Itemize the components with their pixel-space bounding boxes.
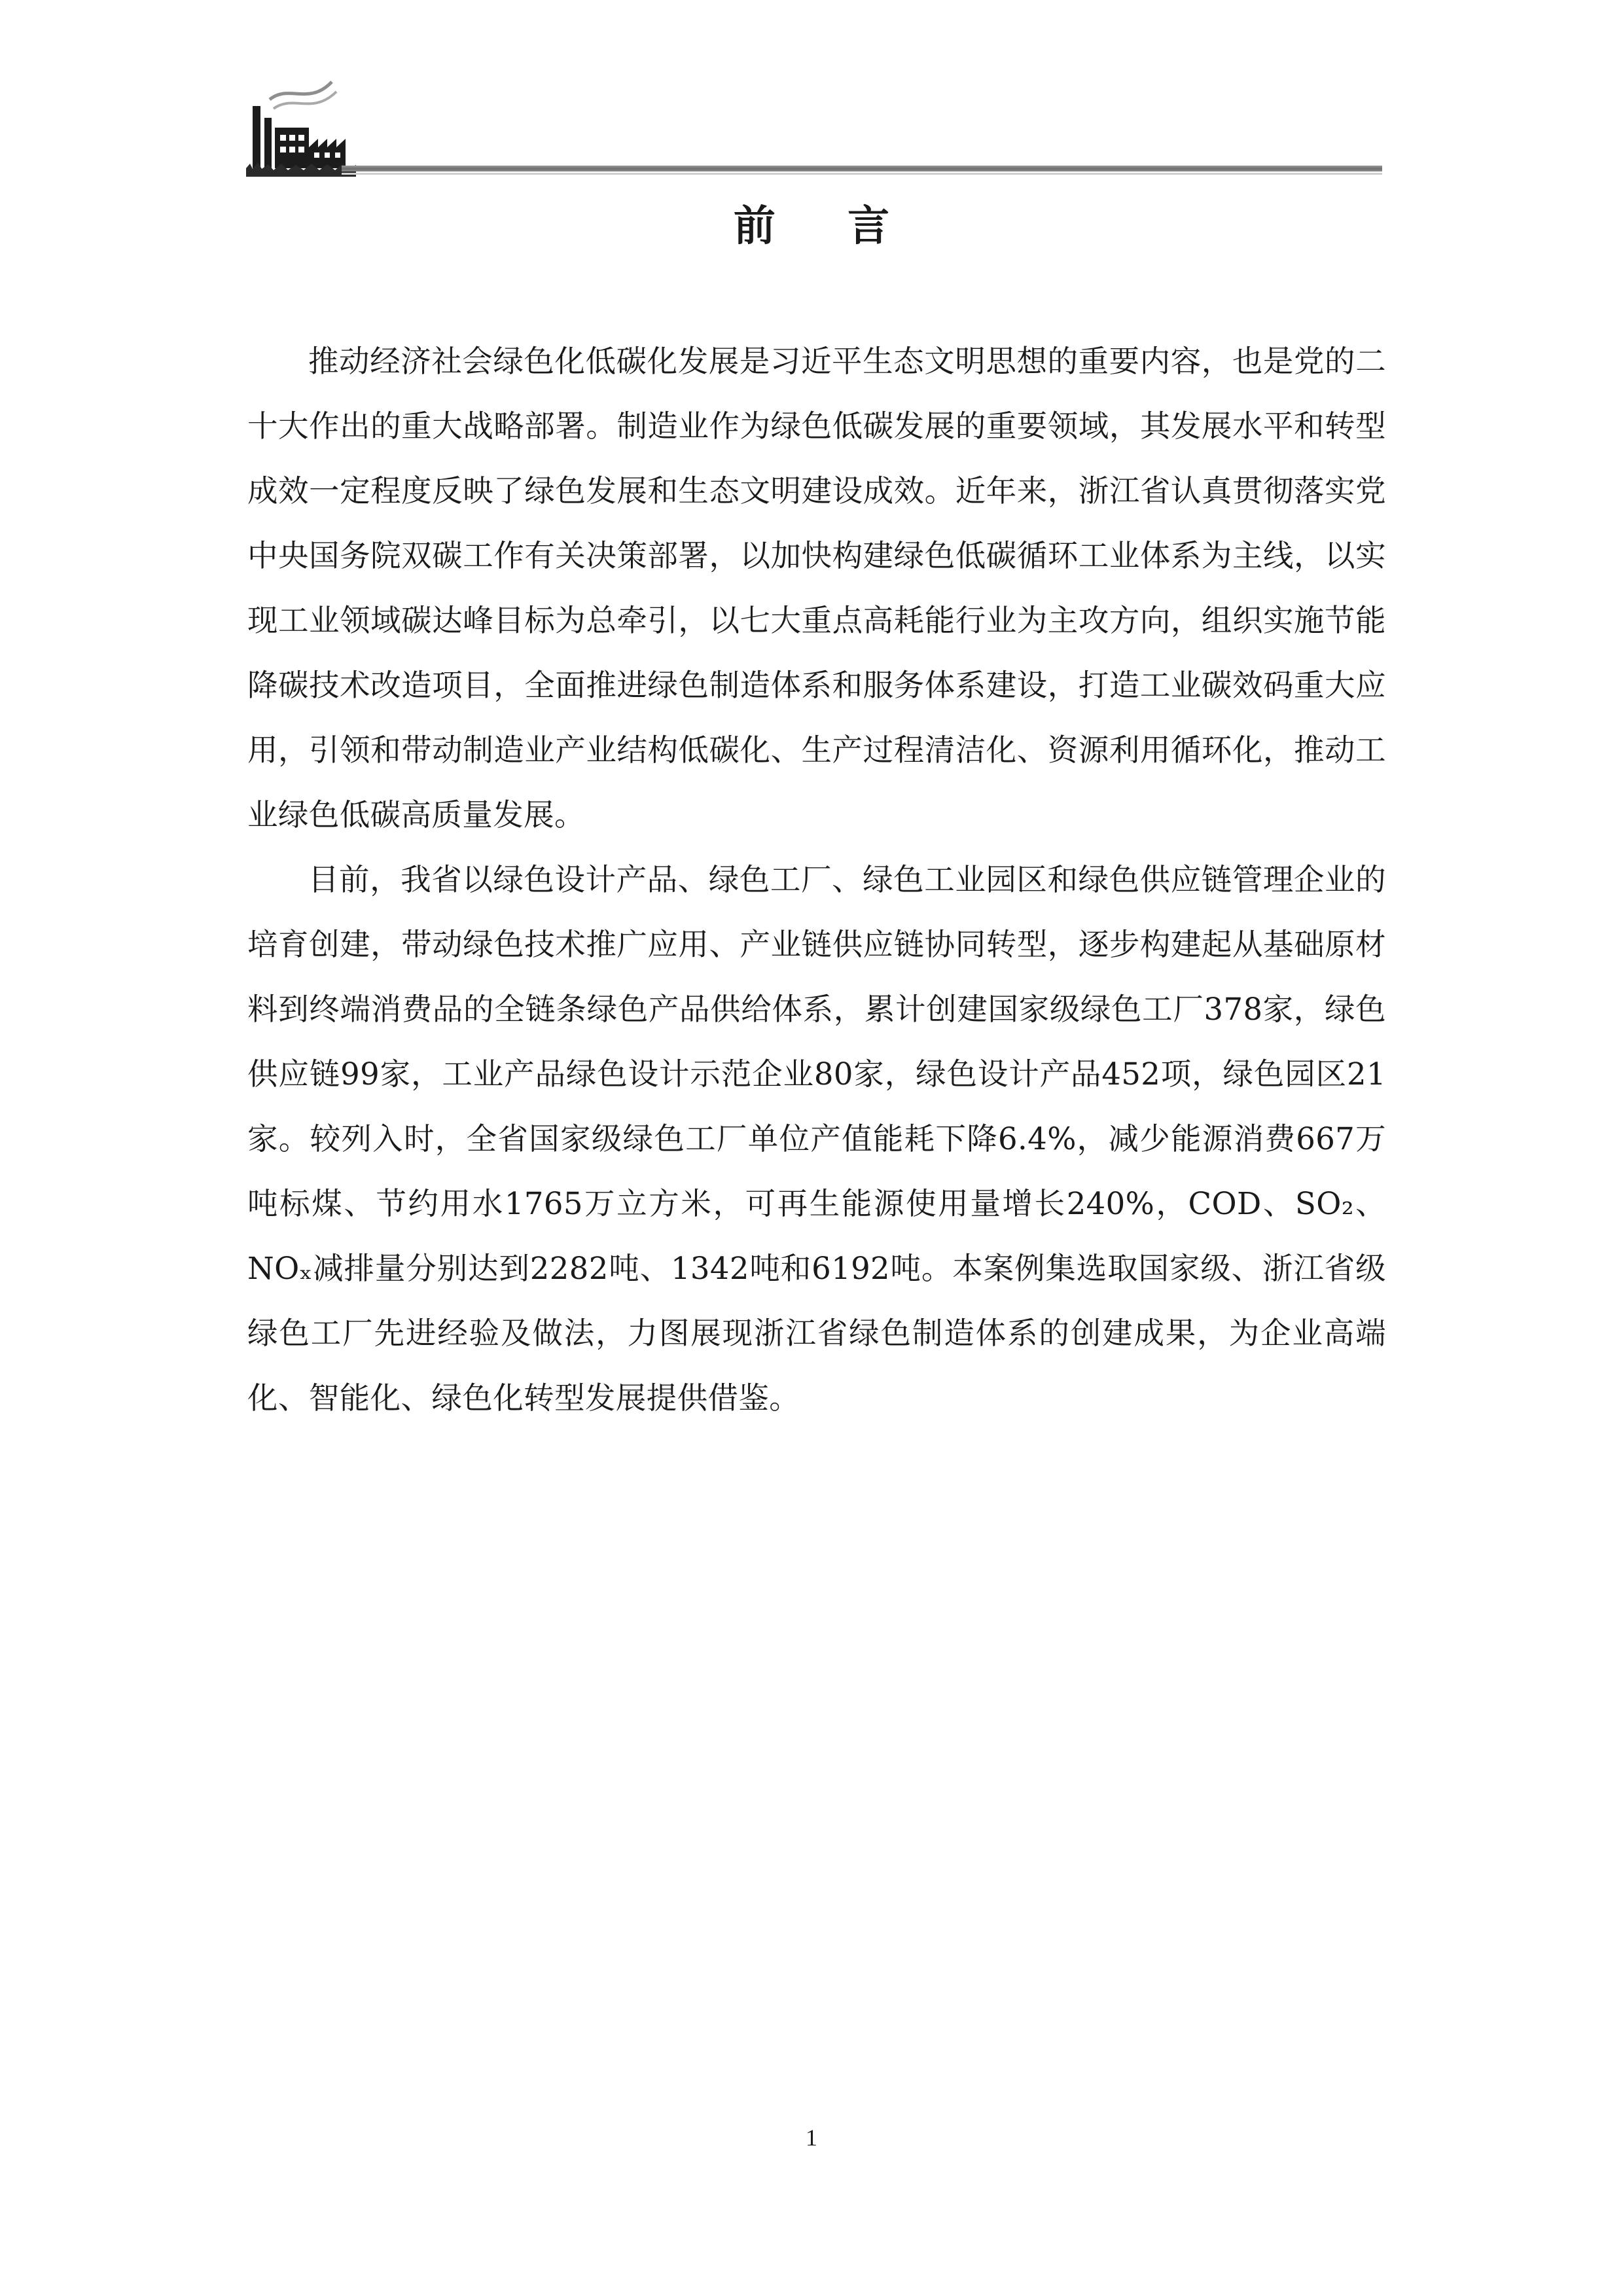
paragraph-1: 推动经济社会绿色化低碳化发展是习近平生态文明思想的重要内容，也是党的二十大作出的重大战略部署。制造业作为绿色低碳发展的重要领域，其发展水平和转型成效一定程度反映了绿色发展和生态文明建设成效。近年来，浙江省认真贯彻落实党中央国务院双碳工作有关决策部署，以加快构建绿色低碳循环工业体系为主线，以实现工业领域碳达峰目标为总牵引，以七大重点高耗能行业为主攻方向，组织实施节能降碳技术改造项目，全面推进绿色制造体系和服务体系建设，打造工业碳效码重大应用，引领和带动制造业产业结构低碳化、生产过程清洁化、资源利用循环化，推动工业绿色低碳高质量发展。 bbox=[247, 344, 1386, 833]
header-rule-shadow bbox=[342, 173, 1382, 175]
paragraph-2: 目前，我省以绿色设计产品、绿色工厂、绿色工业园区和绿色供应链管理企业的培育创建，带动绿色技术推广应用、产业链供应链协同转型，逐步构建起从基础原材料到终端消费品的全链条绿色产品供给体系，累计创建国家级绿色工厂378家，绿色供应链99家，工业产品绿色设计示范企业80家，绿色设计产品452项，绿色园区21家。较列入时，全省国家级绿色工厂单位产值能耗下降6.4%，减少能源消费667万吨标煤、节约用水1765万立方米，可再生能源使用量增长240%，COD、SO₂、NOₓ减排量分别达到2282吨、1342吨和6192吨。本案例集选取国家级、浙江省级绿色工厂先进经验及做法，力图展现浙江省绿色制造体系的创建成果，为企业高端化、智能化、绿色化转型发展提供借鉴。 bbox=[247, 862, 1386, 1416]
page-title: 前 言 bbox=[733, 202, 919, 251]
page-header bbox=[243, 65, 1382, 183]
factory-icon bbox=[243, 65, 358, 183]
body-text bbox=[247, 329, 1386, 1431]
page-number: 1 bbox=[806, 2125, 817, 2151]
header-rule bbox=[342, 166, 1382, 171]
